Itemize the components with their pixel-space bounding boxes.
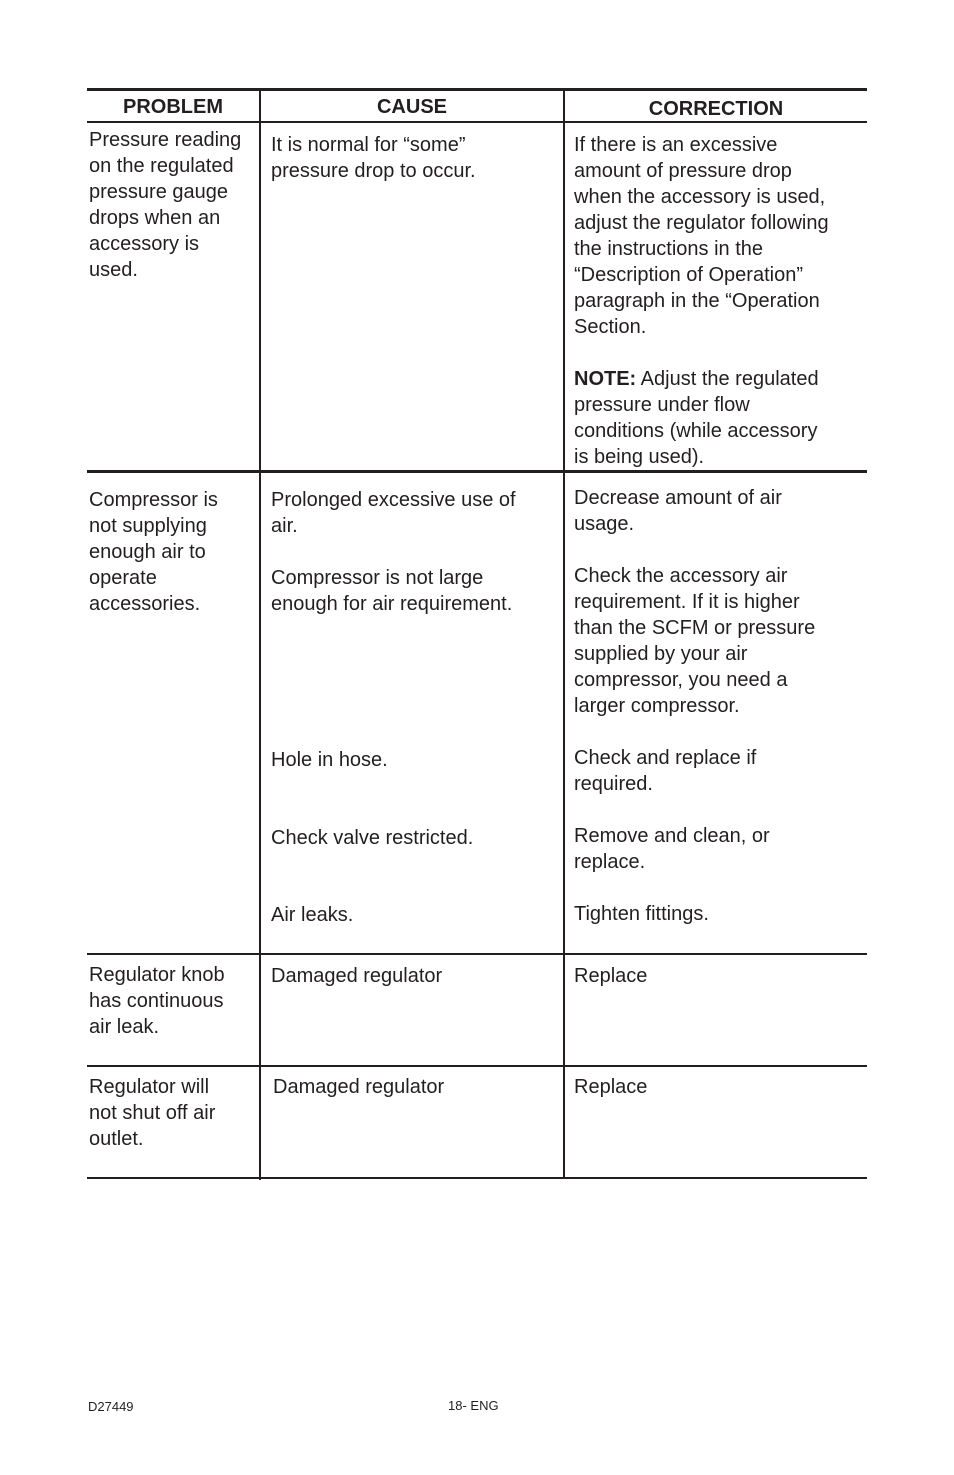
- row4-correction: Replace: [574, 1076, 648, 1098]
- row2-correction-4: Remove and clean, or replace.: [574, 825, 770, 873]
- row1-problem: [89, 127, 259, 283]
- page-number: 18- ENG: [448, 1398, 499, 1413]
- row2-cause-2: Compressor is not large enough for air requirement.: [271, 567, 513, 615]
- row-divider: [87, 953, 867, 955]
- row2-correction-5: Tighten fittings.: [574, 903, 709, 925]
- row3-problem: Regulator knob has continuous air leak.: [89, 964, 225, 1038]
- note-text: Adjust the regulated pressure under flow conditions (while accessory is being used).: [574, 368, 819, 468]
- row4-problem: Regulator will not shut off air outlet.: [89, 1076, 216, 1150]
- row2-cause-1: Prolonged excessive use of air.: [271, 489, 516, 537]
- row3-correction: Replace: [574, 965, 648, 987]
- row2-cause-4: Check valve restricted.: [271, 827, 474, 849]
- row2-problem: [89, 487, 259, 617]
- cause-text: It is normal for “some” pressure drop to occur.: [271, 134, 476, 182]
- row1-correction: [574, 132, 866, 470]
- row4-cause: Damaged regulator: [273, 1076, 445, 1098]
- header-cause: CAUSE: [376, 96, 447, 118]
- table-top-rule: [87, 88, 867, 91]
- troubleshooting-table: [87, 88, 867, 1180]
- header-problem: PROBLEM: [123, 96, 223, 118]
- row2-correction-3: Check and replace if required.: [574, 747, 757, 795]
- column-divider: [563, 88, 565, 1178]
- header-bottom-rule: [87, 121, 867, 123]
- row2-correction-1: Decrease amount of air usage.: [574, 487, 782, 535]
- row2-correction-2: Check the accessory air requirement. If it is higher than the SCFM or pressure supplied by your air compressor, you need a larger compressor.: [574, 565, 816, 717]
- note: [574, 366, 866, 470]
- correction-text: If there is an excessive amount of pressure drop when the accessory is used, adjust the regulator following the instructions in the “Description of Operation” paragraph in the “Operation Section.: [574, 134, 829, 338]
- table-bottom-rule: [87, 1177, 867, 1179]
- model-number: D27449: [88, 1399, 134, 1414]
- row2-cause-3: Hole in hose.: [271, 749, 388, 771]
- row2-cause-5: Air leaks.: [271, 904, 354, 926]
- row-divider: [87, 1065, 867, 1067]
- problem-text: Pressure reading on the regulated pressure gauge drops when an accessory is used.: [89, 129, 242, 281]
- note-label: NOTE:: [574, 368, 637, 390]
- column-divider: [259, 88, 261, 1180]
- problem-text: Compressor is not supplying enough air to operate accessories.: [89, 489, 218, 615]
- row1-cause: [271, 132, 561, 184]
- header-correction: CORRECTION: [648, 98, 784, 120]
- row-divider: [87, 470, 867, 473]
- row3-cause: Damaged regulator: [271, 965, 443, 987]
